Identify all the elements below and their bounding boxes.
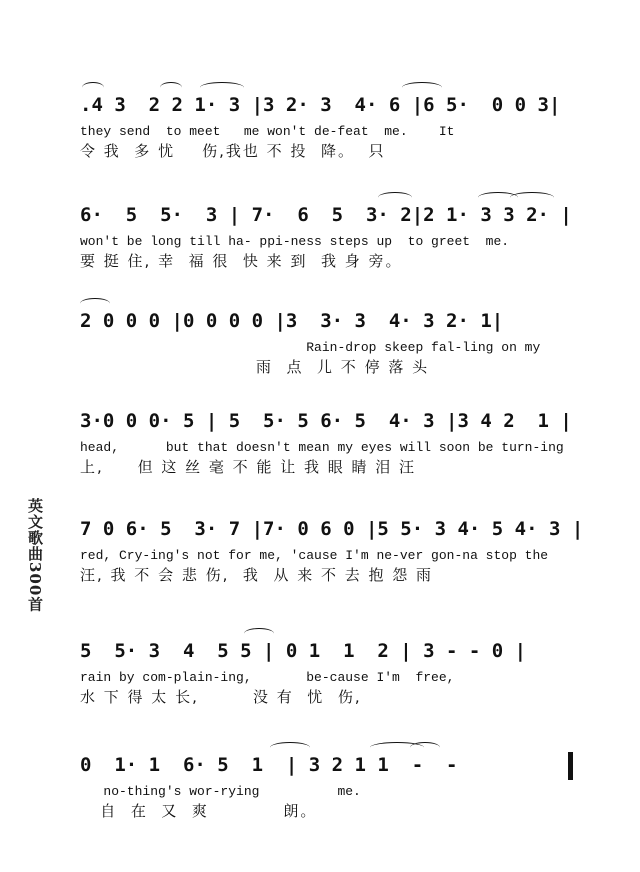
english-lyrics: head, but that doesn't mean my eyes will soon be turn-ing bbox=[80, 440, 564, 455]
music-system-2 bbox=[80, 200, 600, 280]
chinese-lyrics: 令 我 多 忧 伤,我也 不 投 降。 只 bbox=[80, 142, 386, 160]
notation-line: .4 3 2 2 1· 3 |3 2· 3 4· 6 |6 5· 0 0 3| bbox=[80, 94, 561, 116]
notation-line: 6· 5 5· 3 | 7· 6 5 3· 2|2 1· 3 3 2· | bbox=[80, 204, 572, 226]
notation-line: 7 0 6· 5 3· 7 |7· 0 6 0 |5 5· 3 4· 5 4· 3 | bbox=[80, 518, 584, 540]
chinese-lyrics: 自 在 又 爽 朗。 bbox=[80, 802, 318, 820]
music-system-5 bbox=[80, 514, 600, 594]
english-lyrics: no-thing's wor-rying me. bbox=[80, 784, 361, 799]
notation-line: 2 0 0 0 |0 0 0 0 |3 3· 3 4· 3 2· 1| bbox=[80, 310, 504, 332]
chinese-lyrics: 汪, 我 不 会 悲 伤, 我 从 来 不 去 抱 怨 雨 bbox=[80, 566, 434, 584]
book-caption: 英文歌曲300首 bbox=[26, 498, 44, 613]
chinese-lyrics: 水 下 得 太 长, 没 有 忧 伤, bbox=[80, 688, 362, 706]
chinese-lyrics: 要 挺 住, 幸 福 很 快 来 到 我 身 旁。 bbox=[80, 252, 403, 270]
music-system-4 bbox=[80, 406, 600, 486]
music-system-1 bbox=[80, 90, 600, 170]
music-system-3 bbox=[80, 306, 600, 386]
english-lyrics: red, Cry-ing's not for me, 'cause I'm ne-ver gon-na stop the bbox=[80, 548, 549, 563]
notation-line: 0 1· 1 6· 5 1 | 3 2 1 1 - - bbox=[80, 754, 458, 776]
english-lyrics: Rain-drop skeep fal-ling on my bbox=[80, 340, 541, 355]
notation-line: 5 5· 3 4 5 5 | 0 1 1 2 | 3 - - 0 | bbox=[80, 640, 527, 662]
music-system-6 bbox=[80, 636, 600, 716]
chinese-lyrics: 上, 但 这 丝 毫 不 能 让 我 眼 睛 泪 汪 bbox=[80, 458, 417, 476]
notation-line: 3·0 0 0· 5 | 5 5· 5 6· 5 4· 3 |3 4 2 1 | bbox=[80, 410, 572, 432]
english-lyrics: rain by com-plain-ing, be-cause I'm free, bbox=[80, 670, 455, 685]
english-lyrics: won't be long till ha- ppi-ness steps up to greet me. bbox=[80, 234, 510, 249]
final-barline bbox=[568, 752, 573, 780]
music-system-7 bbox=[80, 750, 600, 830]
chinese-lyrics: 雨 点 儿 不 停 落 头 bbox=[80, 358, 430, 376]
english-lyrics: they send to meet me won't de-feat me. It bbox=[80, 124, 455, 139]
